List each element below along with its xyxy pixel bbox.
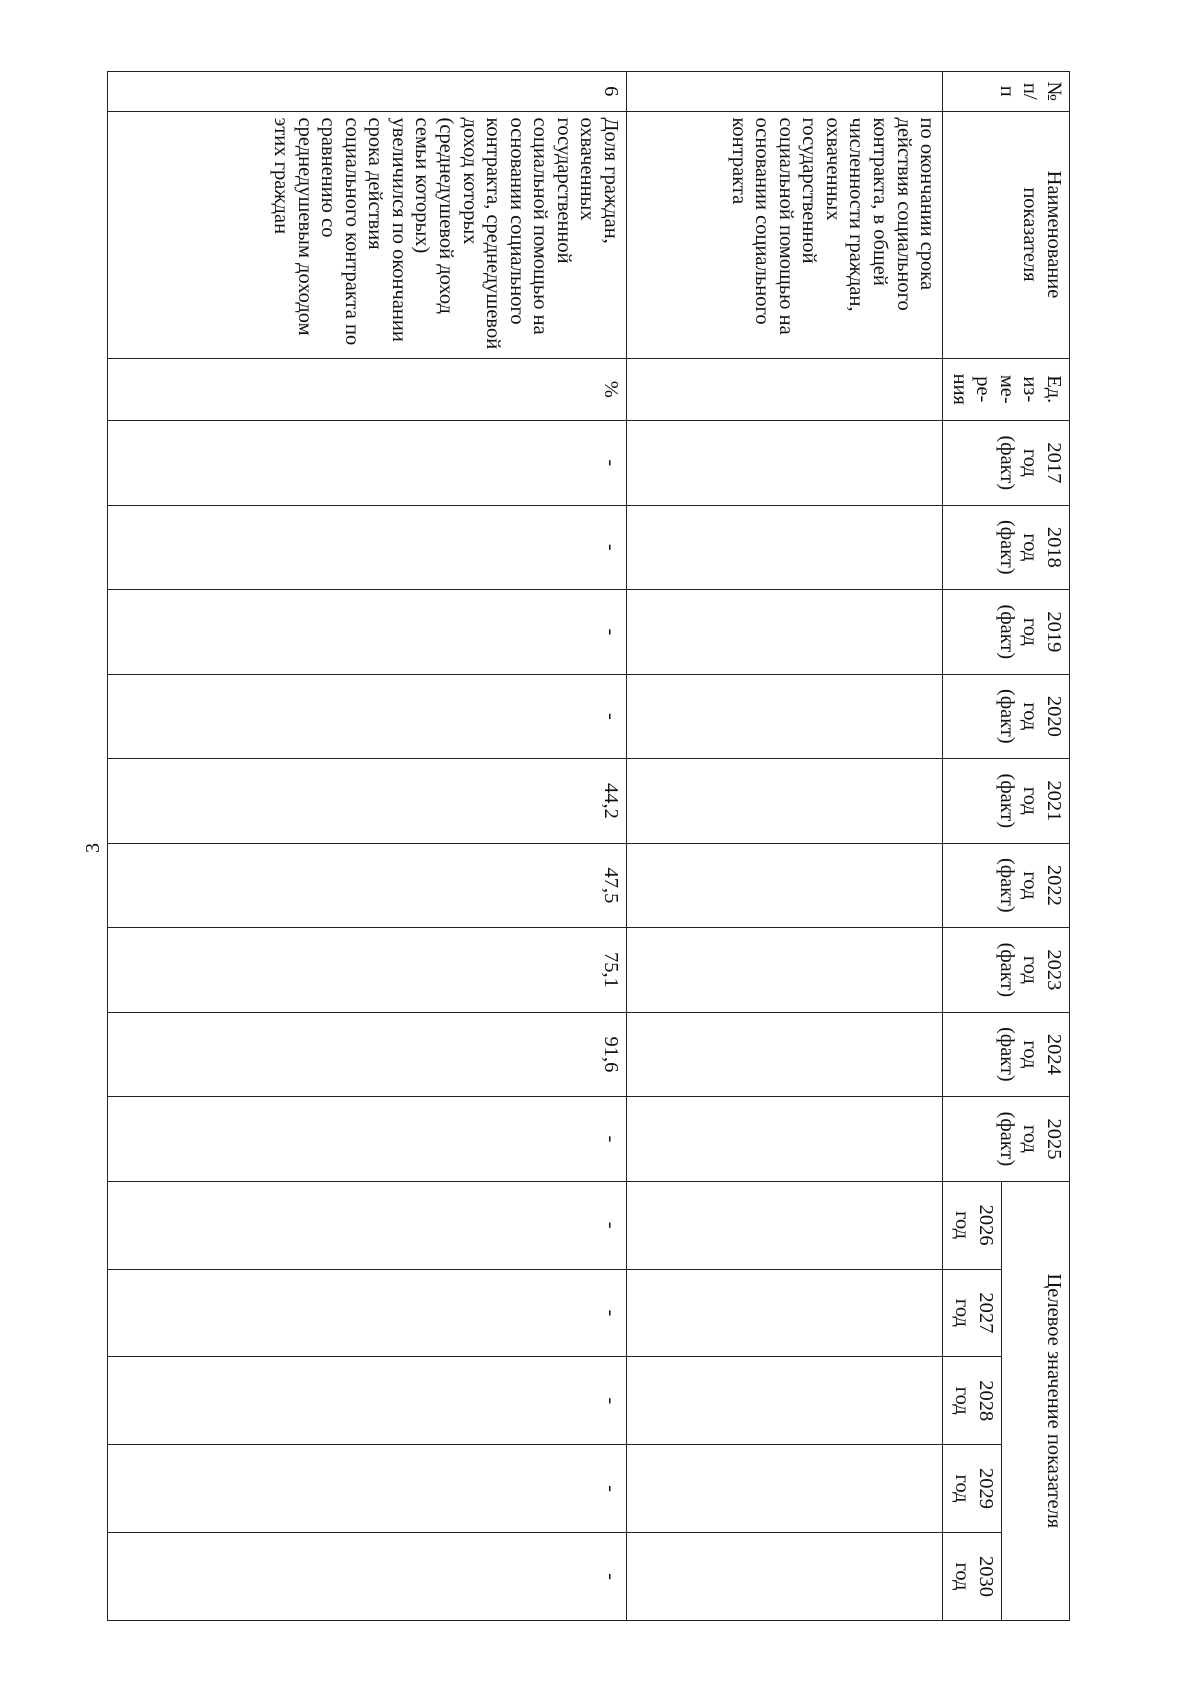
- unit-cell: [626, 358, 942, 421]
- value-cell: -: [108, 505, 627, 590]
- table-row: [108, 72, 627, 1621]
- value-cell: [626, 759, 942, 844]
- header-year-2021: 2021 год (факт): [943, 759, 1070, 844]
- value-cell: [626, 1445, 942, 1533]
- value-cell: -: [108, 1357, 627, 1445]
- value-cell: [626, 1097, 942, 1182]
- header-year-2024: 2024 год (факт): [943, 1012, 1070, 1097]
- header-year-2029: 2029 год: [943, 1445, 1002, 1533]
- header-year-2025: 2025 год (факт): [943, 1097, 1070, 1182]
- value-cell: [626, 1269, 942, 1357]
- value-cell: 91,6: [108, 1012, 627, 1097]
- value-cell: [626, 505, 942, 590]
- value-cell: -: [108, 590, 627, 675]
- unit-cell: %: [108, 358, 627, 421]
- value-cell: 44,2: [108, 759, 627, 844]
- value-cell: -: [108, 421, 627, 506]
- value-cell: [626, 1012, 942, 1097]
- value-cell: 47,5: [108, 843, 627, 928]
- row-number: 6: [108, 72, 627, 112]
- value-cell: 75,1: [108, 928, 627, 1013]
- header-row: [1002, 72, 1070, 1621]
- header-year-2017: 2017 год (факт): [943, 421, 1070, 506]
- header-year-2023: 2023 год (факт): [943, 928, 1070, 1013]
- header-target-group: Целевое значение показателя: [1002, 1181, 1070, 1620]
- header-year-2026: 2026 год: [943, 1181, 1002, 1269]
- indicator-name: по окончании срока действия социального контракта, в общей численности граждан, охваченных государственной социальной помощью на основании социального контракта: [626, 111, 942, 358]
- header-year-2030: 2030 год: [943, 1532, 1002, 1620]
- value-cell: [626, 590, 942, 675]
- rotated-table-container: [110, 71, 1070, 1621]
- value-cell: [626, 1532, 942, 1620]
- indicator-name: Доля граждан, охваченных государственной социальной помощью на основании социального контракта, среднедушевой доход которых (среднедушевой доход семьи которых) увеличился по окончании срока действия социального контракта по сравнению со среднедушевым доходом этих граждан: [108, 111, 627, 358]
- value-cell: -: [108, 1445, 627, 1533]
- indicator-table: [107, 71, 1070, 1621]
- page-number: 3: [81, 843, 104, 853]
- value-cell: [626, 1181, 942, 1269]
- value-cell: [626, 674, 942, 759]
- header-year-2022: 2022 год (факт): [943, 843, 1070, 928]
- value-cell: [626, 928, 942, 1013]
- value-cell: [626, 421, 942, 506]
- value-cell: -: [108, 1532, 627, 1620]
- header-year-2028: 2028 год: [943, 1357, 1002, 1445]
- table-row: [626, 72, 942, 1621]
- value-cell: [626, 1357, 942, 1445]
- header-year-2020: 2020 год (факт): [943, 674, 1070, 759]
- row-number: [626, 72, 942, 112]
- header-year-2019: 2019 год (факт): [943, 590, 1070, 675]
- value-cell: -: [108, 1269, 627, 1357]
- table-body: [108, 72, 943, 1621]
- header-unit: Ед. из- ме- ре- ния: [943, 358, 1070, 421]
- header-year-2027: 2027 год: [943, 1269, 1002, 1357]
- header-name: Наименование показателя: [943, 111, 1070, 358]
- header-year-2018: 2018 год (факт): [943, 505, 1070, 590]
- value-cell: -: [108, 1181, 627, 1269]
- value-cell: -: [108, 674, 627, 759]
- value-cell: -: [108, 1097, 627, 1182]
- value-cell: [626, 843, 942, 928]
- header-num: № п/п: [943, 72, 1070, 112]
